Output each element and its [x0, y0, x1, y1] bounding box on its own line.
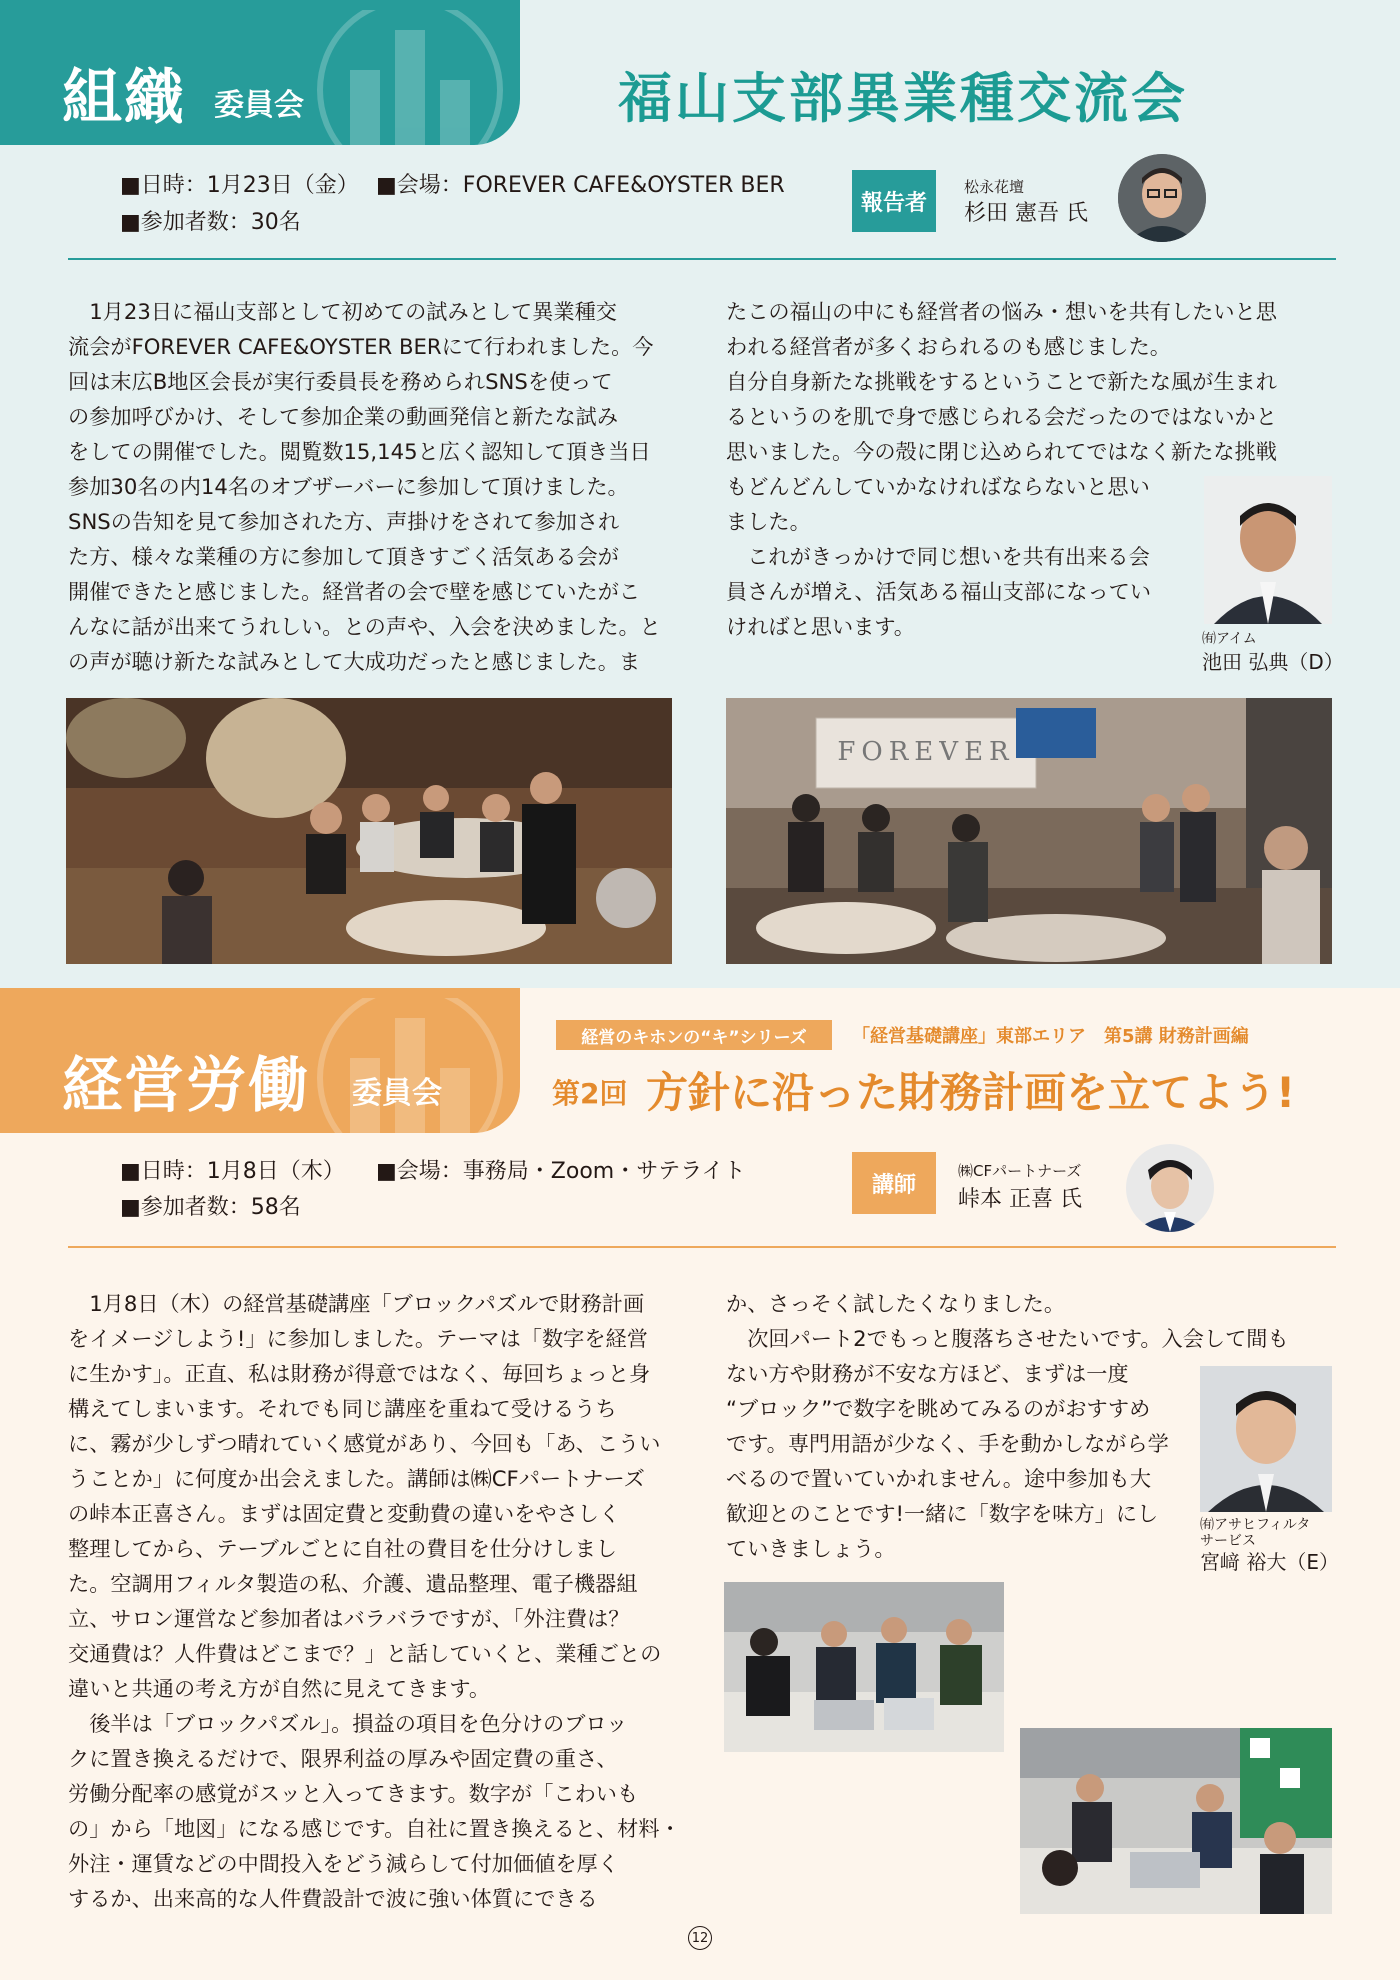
- body-line: ていきましょう。: [726, 1536, 896, 1561]
- article-title: 方針に沿った財務計画を立てよう!: [646, 1068, 1296, 1117]
- body-line: に、霧が少しずつ晴れていく感覚があり、今回も「あ、こうい: [68, 1431, 661, 1456]
- body-line: “ブロック”で数字を眺めてみるのがおすすめ: [726, 1396, 1151, 1421]
- body-line: もどんどんしていかなければならないと思い: [726, 474, 1150, 499]
- event-photo-right: [726, 698, 1332, 964]
- writer-photo: [1200, 1366, 1332, 1512]
- body-line: た。空調用フィルタ製造の私、介護、遺品整理、電子機器組: [68, 1571, 638, 1596]
- event-photo-left: [66, 698, 672, 964]
- seminar-photo-2: [1020, 1728, 1332, 1914]
- body-line: われる経営者が多くおられるのも感じました。: [726, 334, 1171, 359]
- building-logo-icon: [300, 998, 520, 1133]
- seminar-photo-1: [724, 1582, 1004, 1752]
- writer-company: ㈲アサヒフィルタ: [1200, 1517, 1311, 1533]
- body-line: 1月8日（木）の経営基礎講座「ブロックパズルで財務計画: [68, 1291, 645, 1316]
- reporter-avatar: [1118, 154, 1206, 242]
- reporter-company: 松永花壇: [964, 178, 1025, 196]
- body-line: べるので置いていかれません。途中参加も大: [726, 1466, 1152, 1491]
- body-line: クに置き換えるだけで、限界利益の厚みや固定費の重さ、: [68, 1746, 618, 1771]
- body-line: 次回パート2でもっと腹落ちさせたいです。入会して間も: [726, 1326, 1289, 1351]
- body-line: か、さっそく試したくなりました。: [726, 1291, 1066, 1316]
- body-line: 参加30名の内14名のオブザーバーに参加して頂けました。: [68, 474, 629, 499]
- body-line: に生かす」。正直、私は財務が得意ではなく、毎回ちょっと身: [68, 1361, 651, 1386]
- writer-name: 池田 弘典（D）: [1202, 650, 1344, 674]
- lecturer-badge: 講師: [852, 1152, 936, 1214]
- body-line: これがきっかけで同じ想いを共有出来る会: [726, 544, 1150, 569]
- body-line: 労働分配率の感覚がスッと入ってきます。数字が「こわいも: [68, 1781, 639, 1806]
- body-line: 違いと共通の考え方が自然に見えてきます。: [68, 1676, 491, 1701]
- article-body-col1: [68, 294, 661, 679]
- committee-tab-soshiki: [0, 0, 520, 145]
- session-number: 第2回: [552, 1077, 628, 1110]
- series-badge: 経営のキホンの“キ”シリーズ: [556, 1020, 832, 1050]
- lecturer-company: ㈱CFパートナーズ: [958, 1162, 1082, 1180]
- body-line: です。専門用語が少なく、手を動かしながら学: [726, 1431, 1169, 1456]
- body-line: んなに話が出来てうれしい。との声や、入会を決めました。と: [68, 614, 661, 639]
- body-line: をしての開催でした。閲覧数15,145と広く認知して頂き当日: [68, 439, 651, 464]
- participant-count: ■参加者数：58名: [120, 1195, 301, 1220]
- body-line: 回は末広B地区会長が実行委員長を務められSNSを使って: [68, 369, 613, 394]
- series-subtitle: 「経営基礎講座」東部エリア 第5講 財務計画編: [852, 1026, 1249, 1047]
- event-venue: ■会場：事務局・Zoom・サテライト: [376, 1159, 746, 1184]
- body-line: ました。: [726, 509, 811, 534]
- body-line: 1月23日に福山支部として初めての試みとして異業種交: [68, 299, 617, 324]
- reporter-name: 杉田 憲吾 氏: [964, 201, 1088, 226]
- article-body-col2: [726, 294, 1277, 644]
- body-line: うことか」に何度か出会えました。講師は㈱CFパートナーズ: [68, 1466, 645, 1491]
- body-line: をイメージしよう!」に参加しました。テーマは「数字を経営: [68, 1326, 648, 1351]
- body-line: ない方や財務が不安な方ほど、まずは一度: [726, 1361, 1129, 1386]
- body-line: 外注・運賃などの中間投入をどう減らして付加価値を厚く: [68, 1851, 619, 1876]
- committee-tab-keiei: [0, 988, 520, 1133]
- writer-photo: [1204, 476, 1332, 624]
- body-line: 員さんが増え、活気ある福山支部になってい: [726, 579, 1152, 604]
- body-line: 立、サロン運営など参加者はバラバラですが、「外注費は？: [68, 1606, 630, 1631]
- writer-name: 宮﨑 裕大（E）: [1200, 1550, 1339, 1574]
- body-line: たこの福山の中にも経営者の悩み・想いを共有したいと思: [726, 299, 1277, 324]
- body-line: 整理してから、テーブルごとに自社の費目を仕分けしまし: [68, 1536, 617, 1561]
- body-line: の参加呼びかけ、そして参加企業の動画発信と新たな試み: [68, 404, 619, 429]
- lecturer-name: 峠本 正喜 氏: [958, 1187, 1082, 1212]
- body-line: 歓迎とのことです!一緒に「数字を味方」にし: [726, 1501, 1159, 1526]
- body-line: 構えてしまいます。それでも同じ講座を重ねて受けるうち: [68, 1396, 617, 1421]
- committee-suffix: 委員会: [352, 1076, 442, 1111]
- article-title: 福山支部異業種交流会: [618, 67, 1188, 130]
- body-line: SNSの告知を見て参加された方、声掛けをされて参加され: [68, 509, 620, 534]
- article-body-col1: [68, 1286, 681, 1916]
- section-divider: [68, 1246, 1336, 1248]
- building-logo-icon: [300, 10, 520, 145]
- body-line: 流会がFOREVER CAFE&OYSTER BERにて行われました。今: [68, 334, 654, 359]
- section-divider: [68, 258, 1336, 260]
- event-date: ■日時：1月8日（木）: [120, 1159, 345, 1184]
- writer-company-line2: サービス: [1200, 1533, 1256, 1549]
- committee-name: 経営労働: [62, 1051, 310, 1121]
- body-line: 後半は「ブロックパズル」。損益の項目を色分けのブロッ: [68, 1711, 628, 1736]
- body-line: 開催できたと感じました。経営者の会で壁を感じていたがこ: [68, 579, 641, 604]
- body-line: の声が聴け新たな試みとして大成功だったと感じました。ま: [68, 649, 641, 674]
- body-line: 思いました。今の殻に閉じ込められてではなく新たな挑戦: [726, 439, 1277, 464]
- committee-suffix: 委員会: [214, 88, 304, 123]
- body-line: の峠本正喜さん。まずは固定費と変動費の違いをやさしく: [68, 1501, 621, 1526]
- section-soshiki: [0, 0, 1400, 988]
- reporter-badge: 報告者: [852, 170, 936, 232]
- lecturer-avatar: [1126, 1144, 1214, 1232]
- cafe-sign: FOREVER: [837, 737, 1015, 767]
- body-line: た方、様々な業種の方に参加して頂きすごく活気ある会が: [68, 544, 619, 569]
- body-line: 交通費は？人件費はどこまで？」と話していくと、業種ごとの: [68, 1641, 662, 1666]
- participant-count: ■参加者数：30名: [120, 210, 301, 235]
- body-line: るというのを肌で身で感じられる会だったのではないかと: [726, 404, 1277, 429]
- writer-company: ㈲アイム: [1202, 631, 1257, 647]
- body-line: の」から「地図」になる感じです。自社に置き換えると、材料・: [68, 1816, 681, 1841]
- body-line: するか、出来高的な人件費設計で波に強い体質にできる: [68, 1886, 598, 1911]
- body-line: 自分自身新たな挑戦をするということで新たな風が生まれ: [726, 369, 1277, 394]
- body-line: ければと思います。: [726, 614, 915, 639]
- event-venue: ■会場：FOREVER CAFE&OYSTER BER: [376, 173, 785, 198]
- event-date: ■日時：1月23日（金）: [120, 173, 359, 198]
- committee-name: 組織: [62, 63, 186, 133]
- page-number: 12: [688, 1926, 712, 1950]
